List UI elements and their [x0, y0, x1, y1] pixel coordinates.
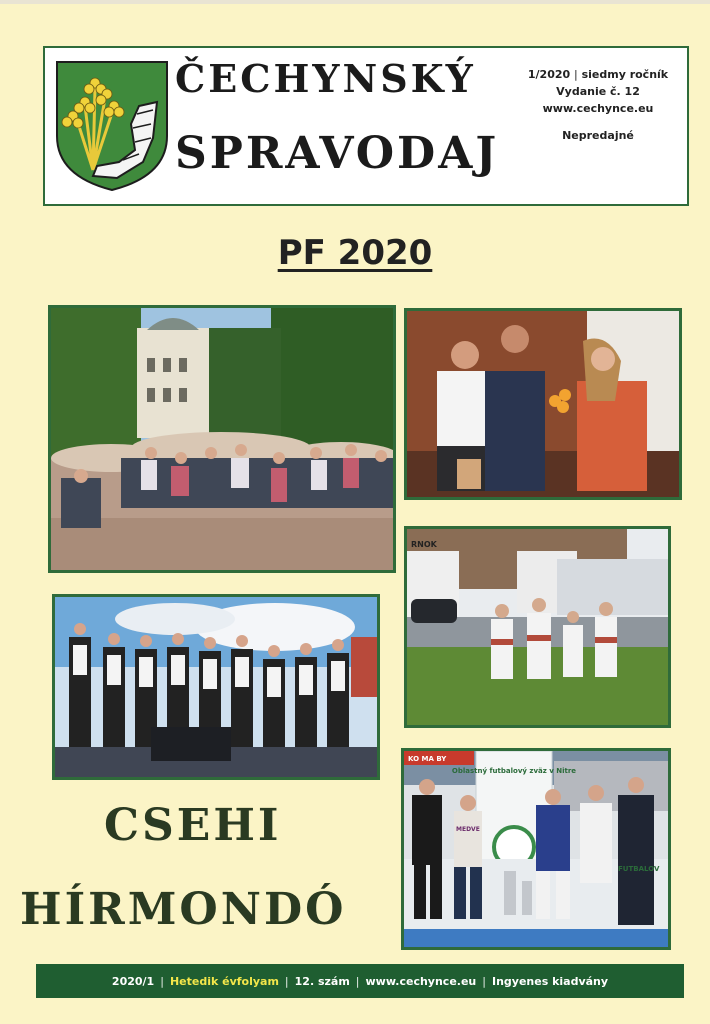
- price-note: Nepredajné: [562, 129, 634, 142]
- separator: |: [284, 974, 289, 988]
- separator: |: [482, 974, 486, 988]
- photo-folk-dancers: [404, 526, 671, 728]
- footer-number: 12. szám: [294, 974, 350, 988]
- hungarian-title-line-2: HÍRMONDÓ: [20, 884, 347, 935]
- volume-label: siedmy ročník: [581, 68, 669, 81]
- photo-football-award: [401, 748, 671, 950]
- website-label: www.cechynce.eu: [542, 102, 654, 115]
- federation-banner: Oblastný futbalový zväz v Nitre: [451, 767, 577, 775]
- issue-number: 1/2020: [527, 68, 571, 81]
- headline: [0, 233, 710, 273]
- separator: |: [574, 68, 578, 81]
- hungarian-title-line-1: CSEHI: [104, 800, 282, 851]
- shirt-name: MEDVE: [456, 826, 480, 833]
- title-line-1: ČECHYNSKÝ: [175, 56, 476, 101]
- title-line-2: SPRAVODAJ: [175, 128, 500, 179]
- photo-choir-stage: [52, 594, 380, 780]
- headline-text: PF 2020: [277, 233, 433, 273]
- page-edge: [0, 0, 710, 4]
- footer-bar: [36, 964, 684, 998]
- photo-award-ceremony: [404, 308, 682, 500]
- issue-info: [523, 66, 673, 144]
- football-sign: FUTBALOV: [618, 865, 660, 873]
- footer-volume: Hetedik évfolyam: [169, 974, 279, 988]
- footer-website: www.cechynce.eu: [365, 974, 477, 988]
- separator: |: [355, 974, 360, 988]
- arena-sign: KO MA BY: [408, 755, 447, 763]
- photo-group-excursion: [48, 305, 396, 573]
- footer-price-note: Ingyenes kiadvány: [491, 974, 609, 988]
- coat-of-arms-icon: [53, 58, 171, 194]
- edition-label: Vydanie č. 12: [556, 85, 640, 98]
- masthead: [43, 46, 689, 206]
- footer-issue: 2020/1: [111, 974, 155, 988]
- building-sign: RNOK: [411, 540, 437, 549]
- separator: |: [160, 974, 164, 988]
